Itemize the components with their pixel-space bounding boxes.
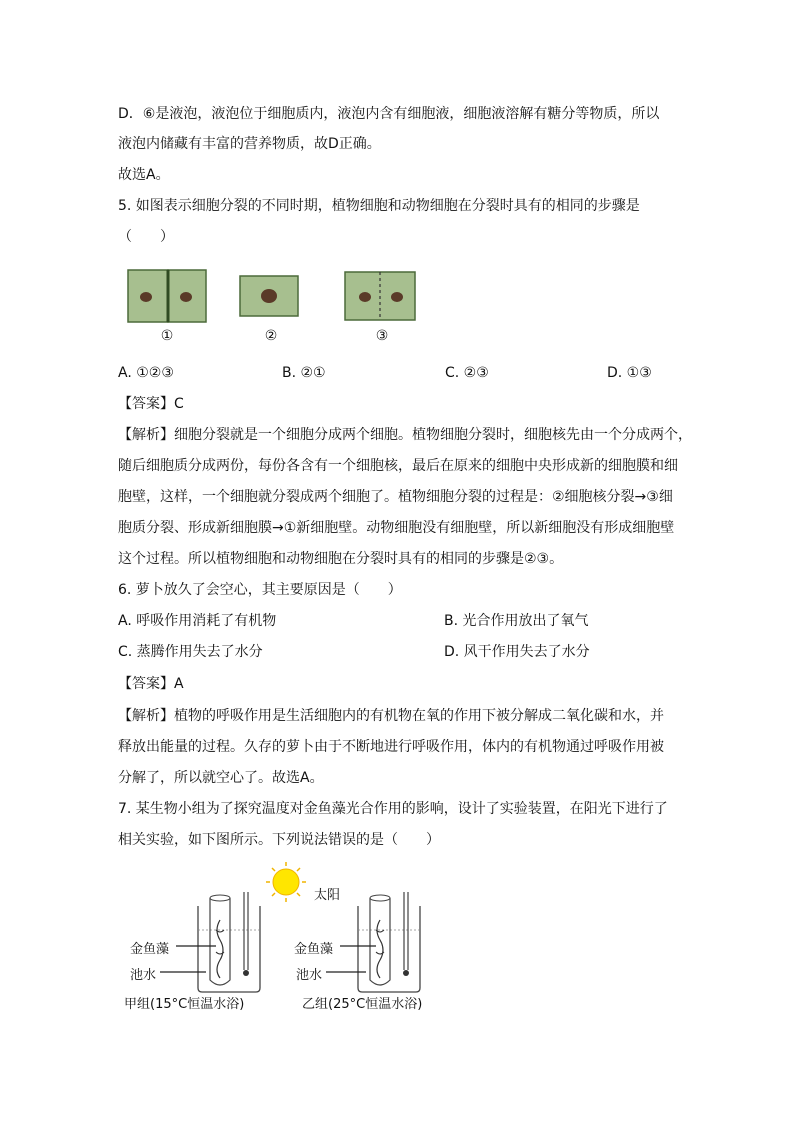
- q6-option-b: B. 光合作用放出了氧气: [444, 613, 589, 629]
- q4-option-d-line1: D．⑥是液泡，液泡位于细胞质内，液泡内含有细胞液，细胞液溶解有糖分等物质，所以: [118, 106, 660, 122]
- q6-analysis-line1: 【解析】植物的呼吸作用是生活细胞内的有机物在氧的作用下被分解成二氧化碳和水，并: [118, 708, 664, 724]
- q6-analysis-line3: 分解了，所以就空心了。故选A。: [118, 770, 324, 786]
- q6-option-c: C. 蒸腾作用失去了水分: [118, 644, 263, 660]
- q5-analysis-line1: 【解析】细胞分裂就是一个细胞分成两个细胞。植物细胞分裂时，细胞核先由一个分成两个，: [118, 427, 692, 443]
- cell-1-figure: [128, 270, 206, 322]
- plant-label-group2: 金鱼藻: [294, 942, 334, 957]
- q5-option-c: C. ②③: [445, 365, 489, 381]
- group2-caption: 乙组(25°C恒温水浴): [302, 997, 423, 1012]
- group1-caption: 甲组(15°C恒温水浴): [124, 997, 245, 1012]
- q6-option-a: A. 呼吸作用消耗了有机物: [118, 613, 277, 629]
- figure-label-2: ②: [264, 328, 278, 344]
- q5-option-a: A. ①②③: [118, 365, 174, 381]
- q6-stem: 6. 萝卜放久了会空心，其主要原因是（ ）: [118, 582, 402, 598]
- q5-stem-line1: 5. 如图表示细胞分裂的不同时期，植物细胞和动物细胞在分裂时具有的相同的步骤是: [118, 198, 640, 214]
- q6-analysis-line2: 释放出能量的过程。久存的萝卜由于不断地进行呼吸作用，体内的有机物通过呼吸作用被: [118, 739, 664, 755]
- beaker-group1: [198, 892, 260, 992]
- water-label-group1: 池水: [130, 968, 157, 983]
- q5-analysis-line4: 胞质分裂、形成新细胞膜→①新细胞壁。动物细胞没有细胞壁，所以新细胞没有形成细胞壁: [118, 520, 675, 536]
- sun-label: 太阳: [314, 888, 341, 903]
- experiment-figure: [120, 860, 450, 1000]
- q5-answer: 【答案】C: [118, 396, 184, 412]
- cell-division-figure: [120, 262, 420, 330]
- figure-label-1: ①: [160, 328, 174, 344]
- q4-option-d-line2: 液泡内储藏有丰富的营养物质，故D正确。: [118, 136, 381, 152]
- q7-stem-line1: 7. 某生物小组为了探究温度对金鱼藻光合作用的影响，设计了实验装置，在阳光下进行了: [118, 801, 668, 817]
- q6-answer: 【答案】A: [118, 676, 184, 692]
- sun-icon: [266, 862, 306, 902]
- beaker-group2: [358, 892, 420, 992]
- q4-conclusion: 故选A。: [118, 167, 170, 183]
- water-label-group2: 池水: [296, 968, 323, 983]
- q5-analysis-line3: 胞壁，这样，一个细胞就分裂成两个细胞了。植物细胞分裂的过程是：②细胞核分裂→③细: [118, 489, 673, 505]
- q5-analysis-line5: 这个过程。所以植物细胞和动物细胞在分裂时具有的相同的步骤是②③。: [118, 551, 564, 567]
- q5-option-d: D. ①③: [607, 365, 652, 381]
- cell-2-figure: [240, 276, 298, 316]
- q5-analysis-line2: 随后细胞质分成两份，每份各含有一个细胞核，最后在原来的细胞中央形成新的细胞膜和细: [118, 458, 678, 474]
- q5-stem-line2: （ ）: [118, 229, 174, 245]
- q7-stem-line2: 相关实验，如下图所示。下列说法错误的是（ ）: [118, 832, 440, 848]
- cell-3-figure: [345, 272, 415, 320]
- q6-option-d: D. 风干作用失去了水分: [444, 644, 590, 660]
- figure-label-3: ③: [375, 328, 389, 344]
- plant-label-group1: 金鱼藻: [130, 942, 170, 957]
- q5-option-b: B. ②①: [282, 365, 326, 381]
